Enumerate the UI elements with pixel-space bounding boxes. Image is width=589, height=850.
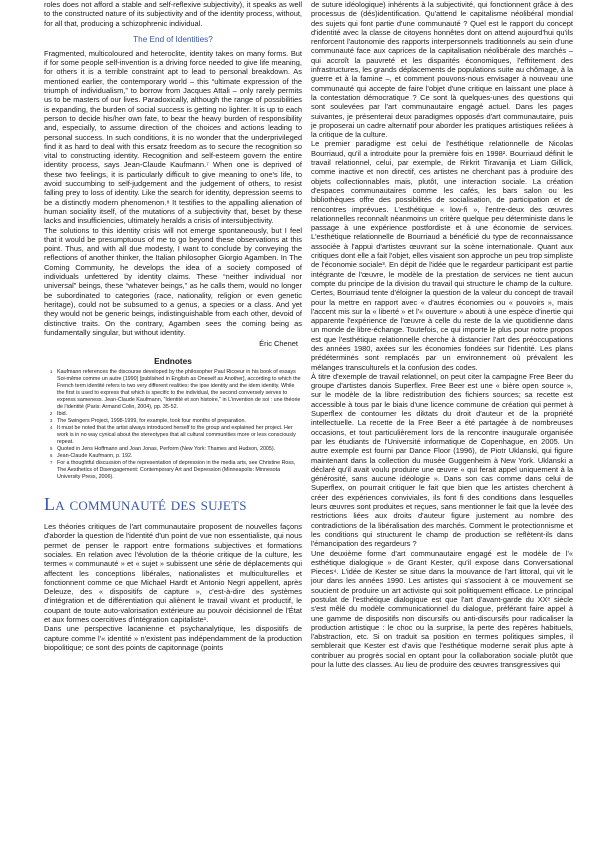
body-paragraph: À titre d'exemple de travail relationnel, on peut citer la campagne Free Beer du groupe d'artistes danois Superflex. Free Beer est une « bière open source », sur le modèle de la libre redistribution des fichiers sources; sa recette est accessible à tous par le biais d'une licence commune de création qui permet à Superflex de contourner les diktats du droit d'auteur et de la propriété intellectuelle. La recette de la Free Beer a été partagée à de nombreuses occasions, et tout particulièrement lors de la rencontre inaugurale organisée par les étudiants de l'Université informatique de Copenhague, en 2005. Un autre exemple est fourni par Dance Floor (1996), de Piotr Uklanski, qui figure maintenant dans la collection du musée Guggenheim à New York. Uklanski a déclaré qu'il avait voulu produire une œuvre « qui ferait appel uniquement à la générosité, sans aucune idéologie ». Dans son cas comme dans celui de Superflex, on pourrait critiquer le fait que bien que les artistes cherchent à créer des expériences conviviales, ils font fi des conditions dans lesquelles leurs œuvres sont produites et reçues, sans mentionner le fait que la levée des restrictions liées aux droits d'auteur figure justement au nombre des contradictions de la libéralisation des marchés. Comment le protectionnisme et les conditions qui structurent le champ de production se reflètent-ils dans l'émancipation des regardeurs ? — [311, 371, 573, 549]
endnote-number: 2 — [50, 411, 53, 417]
right-column — [311, 0, 573, 669]
endnote-item — [50, 446, 302, 453]
body-paragraph: Dans une perspective lacanienne et psychanalytique, les dispositifs de capture comme l'« identité » n'existent pas indépendamment de la production biopolitique; ce sont des points de capitonnage (points — [44, 624, 302, 652]
endnote-text: Jean-Claude Kaufmann, p. 192. — [57, 453, 133, 460]
endnote-item — [50, 411, 302, 418]
body-paragraph: Le premier paradigme est celui de l'esthétique relationnelle de Nicolas Bourriaud, qu'il a introduite pour la première fois en 1998². Bourriaud définit le travail relationnel, celui, par exemple, de Rirkrit Tiravanija et Liam Gillick, comme inactive et non directif, ces artistes ne cherchant pas à produire des objets collectionnables mais, plutôt, une interaction sociale. La création d'espaces communautaires comme les cafés, les bars salon ou les bibliothèques offre des possibilités de socialisation, de participation et de rencontres imprévues. L'esthétique « low-fi », l'entre-deux des œuvres relationnelles reconnaît néanmoins un critère quelque peu déterministe dans le passage à une expérience postfordiste et à une économie de services. L'esthétique relationnelle de Bourriaud a bénéficié du type de reconnaissance associée à l'appui d'artistes œuvrant sur la scène internationale. Quant aux critiques dont elle a fait l'objet, elles visaient son approche un peu trop simpliste de l'économie sociale³. En dépit de l'idée que le regardeur participant est partie intégrante de l'œuvre, le modèle de la prestation de services ne tient aucun compte du principe de la division du travail qui structure le champ de la culture. Certes, Bourriaud tente d'éloigner la question de la valeur du concept de travail pour la mettre en rapport avec « d'autres économies ou « pouvoirs », mais l'accent mis sur la « liberté » et l'« ouverture » abouti à une espèce d'inertie qui apparente l'expérience de l'œuvre à celle du reste de la vie quotidienne dans un monde de libre-échange. Toutefois, ce qui importe le plus pour notre propos est que l'esthétique relationnelle cherche à distancier l'art des préoccupations des années 1980, axées sur les économies fondées sur l'identité. Les plans prédéterminés sont remplacés par un environnement où prévalent les mélanges transculturels et la confusion des codes. — [311, 139, 573, 372]
section-title: La communauté des sujets — [44, 494, 247, 515]
endnote-number: 6 — [50, 453, 53, 459]
endnote-number: 1 — [50, 369, 53, 375]
endnote-text: Quoted in Jens Hoffmann and Joan Jonas, Perform (New York: Thames and Hudson, 2005). — [57, 446, 276, 453]
endnote-text: For a thoughtful discussion of the representation of depression in the media arts, see Christine Ross, The Aesthetics of Disengagement: Contemporary Art and Depression (Minneapolis: Minnesota University Press, 2006). — [57, 460, 296, 481]
endnotes-list — [44, 369, 302, 481]
endnote-text: The Swingers Project, 1998-1999, for example, took four months of preparation. — [57, 418, 246, 425]
author-signature: Éric Chenet — [259, 339, 298, 349]
endnote-text: Kaufmann references the discourse developed by the philosopher Paul Ricoeur in his book of essays Soi-même comme un autre (1990) [published in English as Oneself as Another], according to which the French term identité refers to two very different realities: the ipse identity and the idem identity. While the first is used to express that which is specific to the individual, the second conversely serves to express sameness. Jean-Claude Kaufmann, “Identité et son histoire,” in L'invention de soi : une théorie de l'identité (Paris: Armand Colin, 2004), pp. 35-52. — [57, 369, 301, 411]
endnote-item — [50, 425, 302, 446]
endnote-text: Ibid. — [57, 411, 68, 418]
endnotes-title: Endnotes — [154, 356, 192, 367]
endnote-item — [50, 460, 302, 481]
intro-paragraph: roles does not afford a stable and self-reflexive subjectivity), it speaks as well to the constructed nature of its subjectivity and of the identity process, without, for all that, producing a schizophrenic individual. — [44, 0, 302, 28]
endnote-item — [50, 369, 302, 411]
body-paragraph: Fragmented, multicoloured and heteroclite, identity takes on many forms. But if for some people self-invention is a driving force needed to give life meaning, for others it is a terrible constraint apt to lead to personal breakdown. As mentioned earlier, the contemporary world – this “ultimate expression of the triumph of individualism,” to borrow from Jacques Attali – only rarely permits us to be masters of our lives. Paradoxically, although the range of possibilities is expanding, the burden of social success is getting no lighter. It is up to each person to decide his/her own fate, to bear the heavy burden of responsibility and, especially, to assume direction of the choices and actions leading to personal success. In such conditions, it is no wonder that the underprivileged find it as hard to deal with this ersatz freedom as to secure the recognition so vital to constructing identity. Recognition and self-esteem govern the entire identity process, says Jean-Claude Kaufmann.⁷ When one is deprived of these two feelings, it is particularly difficult to give meaning to one's life, to avoid succumbing to self-judgement and the judgement of others, to resist falling prey to loss of identity. Like the search for identity, depression seems to be a distinctly modern phenomenon.⁸ It testifies to the appalling alienation of human sociality itself, of the mutations of a subjectivity that, beset by these lacks and insufficiencies, ultimately heralds a crisis of intersubjectivity. — [44, 48, 302, 226]
body-paragraph: Une deuxième forme d'art communautaire engagé est le modèle de l'« esthétique dialogique » de Grant Kester, qu'il expose dans Conversational Pieces⁴. L'idée de Kester se situe dans la mouvance de l'art littoral, qui vit le jour dans les années 1990. Les artistes qui s'associent à ce mouvement se soucient de produire un art activiste qui soit politiquement efficace. Le principal postulat de l'esthétique dialogique est que l'art d'avant-garde du XXᵉ siècle s'est mêlé du modèle communicationnel du dialogue, préférant faire appel à une gamme de dispositifs non discursifs ou anti-discursifs pour radicaliser la production artistique : le choc ou la surprise, la perte des repères habituels, l'abstraction, etc. Si on traduit sa position en termes politiques simples, il semblerait que Kester est d'avis que l'esthétique moderne serait plus apte à contribuer au progrès social en optant pour la collaboration sociale plutôt que pour la lutte des classes. Au lieu de produire des œuvres transgressives qui — [311, 548, 573, 670]
endnote-text: It must be noted that the artist always introduced herself to the group and explained her project. Her work is in no way cynical about the stereotypes that all cultural communities more or less consciously repeat. — [57, 425, 296, 446]
endnote-number: 5 — [50, 446, 53, 452]
endnote-item — [50, 418, 302, 425]
body-paragraph: de suture idéologique) inhérents à la subjectivité, qui fonctionnent grâce à des processus de (dés)identification. Qu'attend le capitalisme néolibéral mondial des sujets qui font partie d'une communauté ? Quel est le rapport du concept d'identité avec la classe de citoyens honnêtes dont on attend aujourd'hui qu'ils renforcent l'autonomie des rapports interpersonnels traditionnels au sein d'une communauté face aux caprices de la capitalisation néolibérale des marchés – qui accroît la pauvreté et les disparités économiques, l'effritement des infrastructures, les grands déplacements de populations suite au chômage, à la guerre et à la famine –, et comment pouvons-nous envisager à nouveau une communauté qui accepte de faire l'objet d'une critique en laissant une place à la contestation démocratique ? Ce sont là quelques-unes des questions qui sont soulevées par l'art communautaire engagé actuel. Dans les pages suivantes, je présenterai deux paradigmes opposés d'art communautaire, puis je proposerai un cadre alternatif pour aborder les pratiques artistiques reliées à la critique de la culture. — [311, 0, 573, 140]
body-paragraph: The solutions to this identity crisis will not emerge spontaneously, but I feel that it would be presumptuous of me to go beyond these observations at this point. Thus, and with all due modesty, I want to conclude by conveying the reflections of another thinker, the Italian philosopher Giorgio Agamben. In The Coming Community, he develops the idea of a society composed of individuals unfettered by identity claims. These “neither individual nor universal” beings, these “whatever beings,” as he calls them, would no longer be subordinated to categories (race, nationality, religion or even genetic heritage), could not be subsumed to a genus, a species or a class. And yet they would not be generic beings, indistinguishable from each other, devoid of distinctive traits. On the contrary, Agamben sees the coming being as fundamentally singular, but without identity. — [44, 225, 302, 337]
endnote-number: 4 — [50, 425, 53, 431]
subheading: The End of Identities? — [133, 34, 213, 44]
endnote-item — [50, 453, 302, 460]
body-paragraph: Les théories critiques de l'art communautaire proposent de nouvelles façons d'aborder la question de l'identité d'un point de vue non essentialiste, qui nous permet de penser le rapport entre formations subjectives et formations sociales. En relation avec l'évolution de la théorie critique de la culture, les termes « communauté » et « sujet » subissent une série de déplacements qui affectent les conceptions libérales, nationalistes et multiculturelles et fonctionnent comme ce que Michael Hardt et Antonio Negri appellent, après Deleuze, des « dispositifs de capture », c'est-à-dire des systèmes d'intégration et de différentiation qui aliènent le travail vivant et productif, le coupant de toute auto-valorisation extérieure au pouvoir décisionnel de l'État et aux formes coercitives d'intégration capitaliste¹. — [44, 522, 302, 625]
left-column — [44, 0, 302, 652]
endnote-number: 7 — [50, 460, 53, 466]
endnote-number: 3 — [50, 418, 53, 424]
